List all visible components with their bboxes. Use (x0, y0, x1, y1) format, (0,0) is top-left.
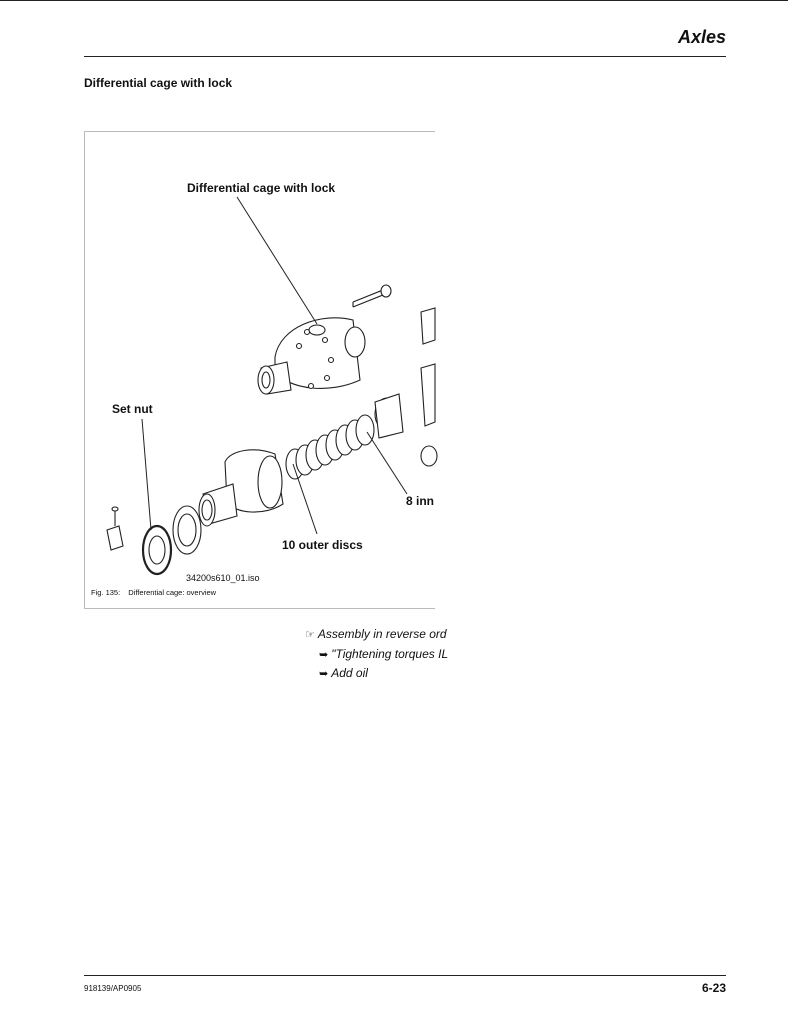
cage-leader-line (237, 197, 317, 324)
disc-pack-part (286, 415, 374, 479)
lock-plate-part (107, 507, 123, 550)
header-rule (84, 56, 726, 57)
set-nut-part (143, 526, 171, 574)
instruction-text: Add oil (331, 666, 368, 680)
bearing-part (173, 506, 201, 554)
figure-caption-label: Fig. 135: (91, 588, 121, 597)
housing-part (199, 450, 283, 526)
instruction-text: Assembly in reverse ord (317, 627, 447, 641)
instruction-link[interactable]: "Tightening torques IL (331, 646, 449, 661)
inner-discs-leader-line (367, 432, 407, 494)
instruction-list (305, 627, 449, 686)
figure-frame (84, 131, 435, 609)
instruction-item (305, 666, 434, 686)
footer-rule (84, 975, 726, 976)
callout-outer-discs: 10 outer discs (282, 538, 363, 552)
callout-cage: Differential cage with lock (187, 181, 336, 195)
side-gear-parts (375, 308, 437, 466)
instruction-item (305, 627, 447, 647)
arrow-right-icon: ➥ (319, 668, 329, 680)
top-rule (0, 0, 788, 1)
arrow-right-icon: ➥ (319, 648, 329, 661)
set-nut-leader-line (142, 419, 151, 530)
chapter-title: Axles (677, 27, 726, 47)
callout-set-nut: Set nut (112, 402, 153, 416)
bolt-part (353, 285, 391, 307)
document-id: 918139/AP0905 (84, 984, 142, 993)
figure-caption (91, 588, 222, 597)
exploded-view-drawing (85, 132, 435, 608)
instruction-item (305, 646, 449, 667)
hand-pointer-icon: ☞ (305, 629, 315, 641)
figure-file-name: 34200s610_01.iso (186, 573, 260, 583)
figure-caption-text: Differential cage: overview (128, 588, 217, 597)
differential-cage-part (258, 318, 365, 394)
callout-inner-discs: 8 inn (406, 494, 435, 508)
page-number: 6-23 (701, 981, 726, 995)
section-title: Differential cage with lock (84, 76, 233, 90)
